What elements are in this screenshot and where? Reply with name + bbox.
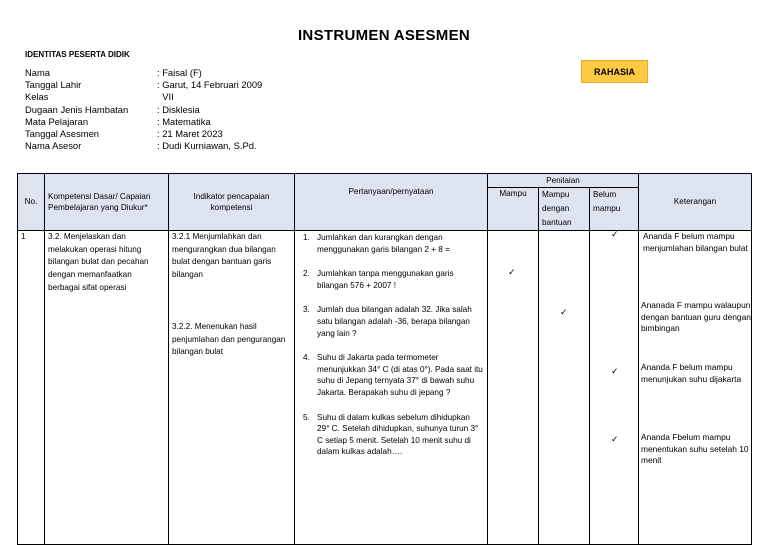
question-item	[303, 304, 484, 339]
identity-label: Nama	[25, 67, 51, 78]
identity-row-asesor	[25, 140, 262, 152]
identity-label: Mata Pelajaran	[25, 115, 89, 127]
question-item	[303, 412, 484, 458]
identity-value: : Disklesia	[157, 103, 200, 115]
question-text: Suhu di Jakarta pada termometer menunjukkan 34° C (di atas 0°). Pada saat itu suhu di Jepang ternyata 37° di bawah suhu Jakarta. Berapakah suhu di jepang ?	[317, 353, 483, 397]
header-mampu: Mampu	[488, 188, 539, 231]
question-number: 2.	[303, 269, 310, 279]
row-no: 1	[18, 231, 45, 545]
question-text: Jumlahkan dan kurangkan dengan menggunakan garis bilangan 2 + 8 =	[317, 233, 450, 254]
identity-row-hambatan	[25, 104, 262, 116]
header-kd: Kompetensi Dasar/ Capaian Pembelajaran yang Diukur*	[45, 174, 169, 231]
identity-value: : 21 Maret 2023	[157, 127, 223, 139]
assessment-table	[17, 173, 752, 545]
question-text: Suhu di dalam kulkas sebelum dihidupkan 29° C. Setelah dihidupkan, suhunya turun 3° C setiap 5 menit. Setelah 10 menit suhu di dalam kulkas adalah….	[317, 412, 479, 457]
header-keterangan: Keterangan	[639, 174, 752, 231]
header-no: No.	[18, 174, 45, 231]
question-number: 5.	[303, 412, 310, 422]
identity-label: Tanggal Asesmen	[25, 127, 100, 139]
check-icon: ✓	[611, 434, 619, 444]
check-icon: ✓	[611, 366, 619, 376]
question-item	[303, 232, 484, 255]
identity-value: VII	[157, 91, 174, 103]
check-icon: ✓	[508, 267, 516, 277]
note-3: Ananda F belum mampu menunjukan suhu dijakarta	[641, 362, 742, 384]
check-icon: ✓	[611, 229, 619, 239]
question-item	[303, 352, 484, 398]
question-item	[303, 268, 484, 291]
identity-value: : Dudi Kurniawan, S.Pd.	[157, 140, 257, 152]
identity-row-nama	[25, 67, 262, 79]
question-text: Jumlah dua bilangan adalah 32. Jika salah satu bilangan adalah -36, berapa bilangan yang lain ?	[317, 305, 472, 338]
identity-block	[25, 67, 262, 152]
identity-row-tanggal-lahir	[25, 79, 262, 91]
header-pertanyaan: Pertanyaan/pernyataan	[295, 174, 488, 231]
identity-value: : Faisal (F)	[157, 67, 202, 78]
note-2: Ananada F mampu walaupun dengan bantuan guru dengan bimbingan	[641, 300, 751, 333]
identity-label: Tanggal Lahir	[25, 79, 82, 91]
identity-label: Kelas	[25, 91, 49, 103]
identity-label: Nama Asesor	[25, 140, 82, 152]
header-penilaian: Penilaian	[488, 174, 639, 188]
question-number: 3.	[303, 305, 310, 315]
identity-row-kelas	[25, 91, 262, 103]
row-kd: 3.2. Menjelaskan dan melakukan operasi hitung bilangan bulat dan pecahan dengan memanfaatkan berbagai sifat operasi	[45, 231, 169, 545]
identity-label: Dugaan Jenis Hambatan	[25, 103, 129, 115]
indikator-1: 3.2.1 Menjumlahkan dan mengurangkan dua bilangan bulat dengan bantuan garis bilangan	[172, 232, 276, 280]
page-title: INSTRUMEN ASESMEN	[297, 27, 471, 44]
indikator-2: 3.2.2. Menenukan hasil penjumlahan dan pengurangan bilangan bulat	[172, 321, 286, 357]
row-keterangan	[639, 231, 752, 545]
header-indikator: Indikator pencapaian kompetensi	[169, 174, 295, 231]
confidential-badge: RAHASIA	[581, 60, 648, 83]
header-mampu-bantuan: Mampu dengan bantuan	[539, 188, 590, 231]
question-text: Jumlahkan tanpa menggunakan garis bilangan 576 + 2007 !	[317, 269, 454, 290]
header-belum-mampu: Belum mampu	[590, 188, 639, 231]
identity-row-mapel	[25, 116, 262, 128]
question-number: 4.	[303, 353, 310, 363]
row-indikator	[169, 231, 295, 545]
col-belum-mampu	[590, 231, 639, 545]
question-number: 1.	[303, 233, 310, 242]
identity-heading: IDENTITAS PESERTA DIDIK	[25, 50, 130, 59]
check-icon: ✓	[560, 307, 568, 317]
identity-value: : Garut, 14 Februari 2009	[157, 79, 263, 91]
note-1: Ananda F belum mampu menjumlahan bilangan bulat	[643, 231, 748, 253]
identity-row-tanggal-asesmen	[25, 128, 262, 140]
col-mampu-bantuan	[539, 231, 590, 545]
note-4: Ananda Fbelum mampu menentukan suhu setelah 10 menit	[641, 432, 749, 465]
row-questions	[295, 231, 488, 545]
identity-value: : Matematika	[157, 115, 211, 127]
